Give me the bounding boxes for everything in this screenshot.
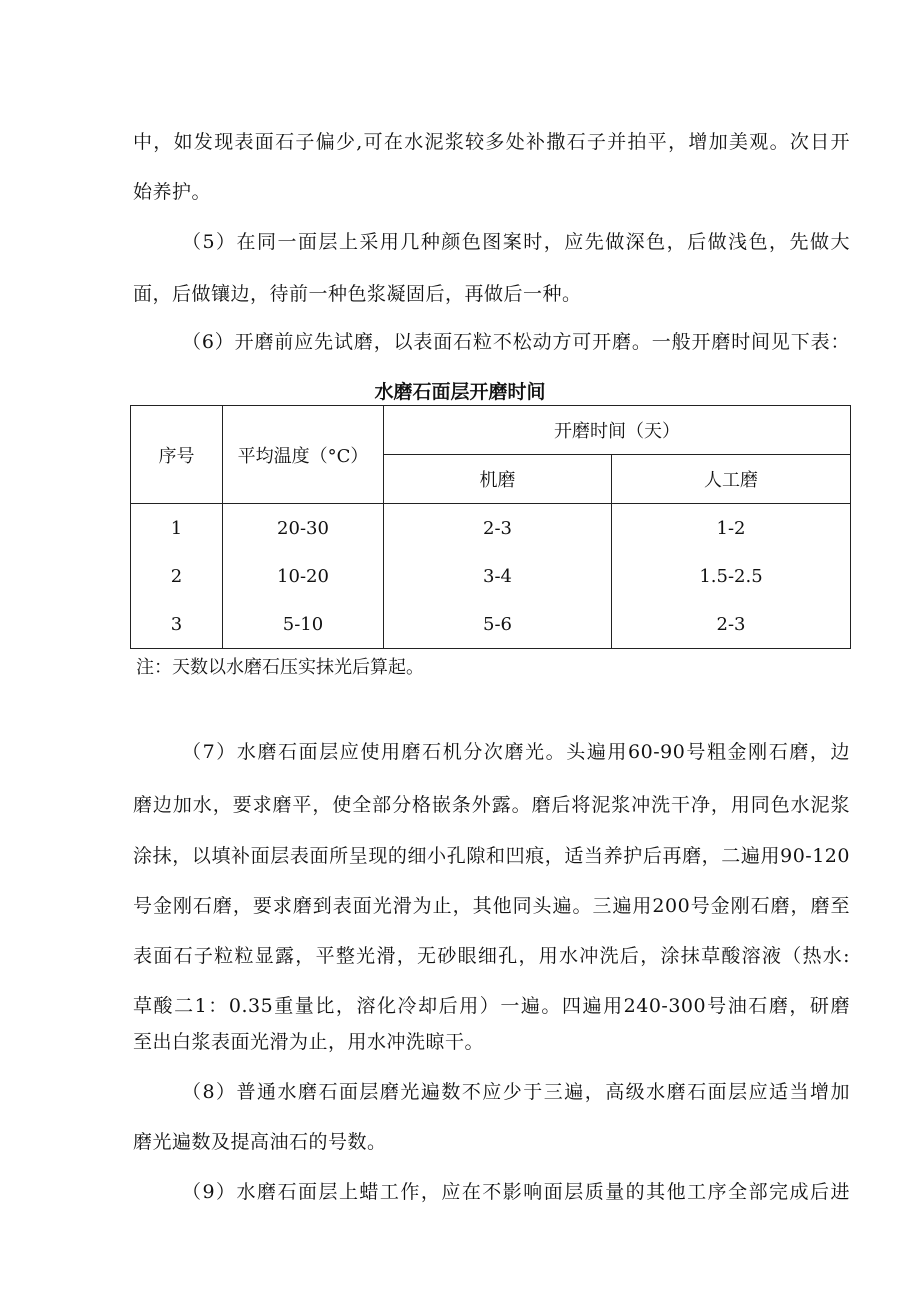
paragraph-line: （5）在同一面层上采用几种颜色图案时，应先做深色，后做浅色，先做大 <box>182 231 850 253</box>
paragraph-line: （6）开磨前应先试磨，以表面石粒不松动方可开磨。一般开磨时间见下表： <box>182 331 850 353</box>
paragraph-line: 中，如发现表面石子偏少,可在水泥浆较多处补撒石子并拍平，增加美观。次日开 <box>133 131 850 153</box>
table-row <box>131 552 851 600</box>
paragraph-line: 至出白浆表面光滑为止，用水冲洗晾干。 <box>133 1031 485 1053</box>
paragraph-line: 表面石子粒粒显露，平整光滑，无砂眼细孔，用水冲洗后，涂抹草酸溶液（热水: <box>133 945 850 967</box>
paragraph-line: 号金刚石磨，要求磨到表面光滑为止，其他同头遍。三遍用200号金刚石磨，磨至 <box>133 895 850 917</box>
cell-manual: 2-3 <box>612 600 851 649</box>
cell-temp: 5-10 <box>223 600 384 649</box>
cell-no: 3 <box>131 600 223 649</box>
table-row <box>131 504 851 553</box>
header-manual: 人工磨 <box>612 455 851 504</box>
cell-temp: 20-30 <box>223 504 384 553</box>
paragraph-line: 磨光遍数及提高油石的号数。 <box>133 1131 387 1153</box>
cell-temp: 10-20 <box>223 552 384 600</box>
paragraph-line: 面，后做镶边，待前一种色浆凝固后，再做后一种。 <box>133 283 582 305</box>
paragraph-line: 涂抹，以填补面层表面所呈现的细小孔隙和凹痕，适当养护后再磨，二遍用90-120 <box>133 845 850 867</box>
cell-no: 1 <box>131 504 223 553</box>
table-row <box>131 600 851 649</box>
table-note: 注：天数以水磨石压实抹光后算起。 <box>136 657 424 678</box>
header-time-group: 开磨时间（天） <box>384 406 851 455</box>
paragraph-line: 磨边加水，要求磨平，使全部分格嵌条外露。磨后将泥浆冲洗干净，用同色水泥浆 <box>133 794 850 816</box>
grinding-time-table <box>130 405 851 649</box>
cell-no: 2 <box>131 552 223 600</box>
header-index: 序号 <box>131 406 223 504</box>
paragraph-line: （9）水磨石面层上蜡工作，应在不影响面层质量的其他工序全部完成后进 <box>182 1181 850 1203</box>
paragraph-line: 始养护。 <box>133 181 212 203</box>
paragraph-line: （8）普通水磨石面层磨光遍数不应少于三遍，高级水磨石面层应适当增加 <box>182 1081 850 1103</box>
cell-manual: 1-2 <box>612 504 851 553</box>
header-temperature: 平均温度（°C） <box>223 406 384 504</box>
cell-machine: 5-6 <box>384 600 612 649</box>
table-title: 水磨石面层开磨时间 <box>374 381 546 403</box>
header-machine: 机磨 <box>384 455 612 504</box>
paragraph-line: 草酸二1：0.35重量比，溶化冷却后用）一遍。四遍用240-300号油石磨，研磨 <box>133 995 850 1017</box>
paragraph-line: （7）水磨石面层应使用磨石机分次磨光。头遍用60-90号粗金刚石磨，边 <box>182 741 850 763</box>
cell-machine: 2-3 <box>384 504 612 553</box>
cell-manual: 1.5-2.5 <box>612 552 851 600</box>
cell-machine: 3-4 <box>384 552 612 600</box>
